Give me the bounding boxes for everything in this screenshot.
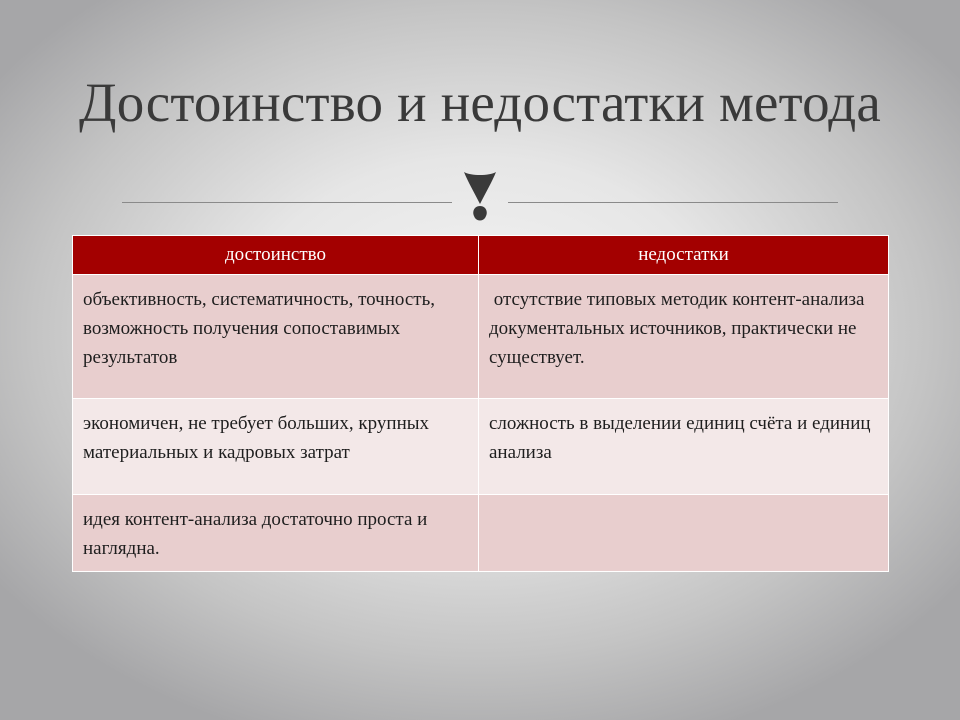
table-row (73, 399, 889, 495)
disadvantage-cell: отсутствие типовых методик контент-анализа документальных источников, практически не существует. (479, 275, 889, 399)
header-advantages: достоинство (73, 236, 479, 275)
disadvantage-cell: сложность в выделении единиц счёта и единиц анализа (479, 399, 889, 495)
title-divider-right (508, 202, 838, 203)
disadvantage-cell (479, 495, 889, 572)
slide-title: Достоинство и недостатки метода (78, 72, 881, 133)
table-row (73, 495, 889, 572)
table-row (73, 275, 889, 399)
title-divider-left (122, 202, 452, 203)
advantage-cell: объективность, систематичность, точность, возможность получения сопоставимых результатов (73, 275, 479, 399)
advantage-cell: экономичен, не требует больших, крупных материальных и кадровых затрат (73, 399, 479, 495)
header-disadvantages: недостатки (479, 236, 889, 275)
fleuron-ornament-icon (462, 170, 498, 226)
table-header-row (73, 236, 889, 275)
advantage-cell: идея контент-анализа достаточно проста и наглядна. (73, 495, 479, 572)
pros-cons-table (72, 235, 889, 572)
